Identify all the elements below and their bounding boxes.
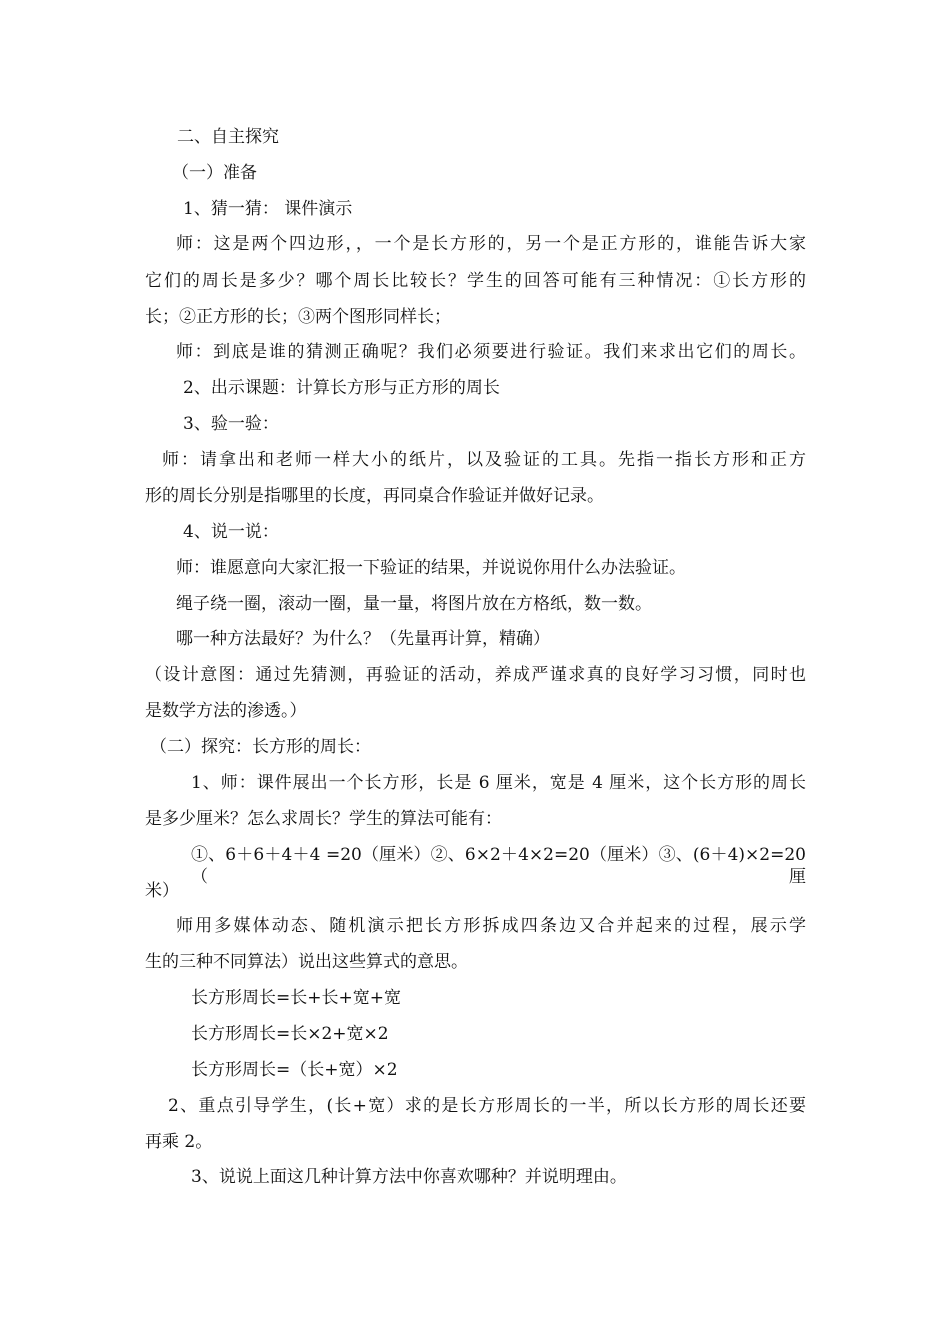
paragraph-teacher-question-line2: 它们的周长是多少？哪个周长比较长？学生的回答可能有三种情况：①长方形的 [145, 271, 806, 291]
step-guess: 1、猜一猜： 课件演示 [183, 199, 353, 219]
paragraph-half-perimeter-line1: 2、重点引导学生，(长+宽）求的是长方形周长的一半，所以长方形的周长还要 [168, 1096, 806, 1116]
paragraph-multimedia-line1: 师用多媒体动态、随机演示把长方形拆成四条边又合并起来的过程，展示学 [176, 916, 806, 936]
section-heading-autonomous-exploration: 二、自主探究 [177, 127, 279, 147]
paragraph-paper-tools-line1: 师：请拿出和老师一样大小的纸片，以及验证的工具。先指一指长方形和正方 [162, 450, 806, 470]
paragraph-half-perimeter-line2: 再乘 2。 [145, 1132, 213, 1152]
subsection-heading-rectangle-perimeter: （二）探究：长方形的周长： [150, 737, 371, 757]
perimeter-formula-2: 长方形周长=长×2+宽×2 [191, 1024, 389, 1044]
design-intent-line2: 是数学方法的渗透。） [145, 701, 307, 721]
paragraph-teacher-question-line3: 长；②正方形的长；③两个图形同样长； [145, 307, 451, 327]
perimeter-formula-1: 长方形周长=长+长+宽+宽 [191, 988, 401, 1008]
paragraph-report-results: 师：谁愿意向大家汇报一下验证的结果，并说说你用什么办法验证。 [176, 558, 686, 578]
step-speak: 4、说一说： [183, 522, 279, 542]
step-show-topic: 2、出示课题：计算长方形与正方形的周长 [183, 378, 500, 398]
formula-line-1: ①、6＋6＋4＋4 =20（厘米）②、6×2＋4×2=20（厘米）③、(6＋4)×2=20（厘 [191, 845, 806, 887]
formula-line-2: 米） [145, 881, 179, 901]
paragraph-verification-need: 师：到底是谁的猜测正确呢？我们必须要进行验证。我们来求出它们的周长。 [176, 342, 806, 362]
paragraph-methods: 绳子绕一圈，滚动一圈，量一量，将图片放在方格纸，数一数。 [176, 594, 652, 614]
paragraph-favorite-method: 3、说说上面这几种计算方法中你喜欢哪种？并说明理由。 [191, 1167, 627, 1187]
paragraph-teacher-question-line1: 师：这是两个四边形，，一个是长方形的，另一个是正方形的，谁能告诉大家 [176, 234, 806, 254]
paragraph-best-method: 哪一种方法最好？为什么？（先量再计算，精确） [176, 629, 550, 649]
perimeter-formula-3: 长方形周长=（长+宽）×2 [191, 1060, 398, 1080]
subsection-heading-preparation: （一）准备 [172, 163, 257, 183]
paragraph-multimedia-line2: 生的三种不同算法）说出这些算式的意思。 [145, 952, 468, 972]
paragraph-paper-tools-line2: 形的周长分别是指哪里的长度，再同桌合作验证并做好记录。 [145, 486, 604, 506]
design-intent-line1: （设计意图：通过先猜测，再验证的活动，养成严谨求真的良好学习习惯，同时也 [145, 665, 806, 685]
step-verify: 3、验一验： [183, 414, 279, 434]
paragraph-rectangle-question-line2: 是多少厘米？怎么求周长？学生的算法可能有： [145, 809, 502, 829]
paragraph-rectangle-question-line1: 1、师：课件展出一个长方形，长是 6 厘米，宽是 4 厘米，这个长方形的周长 [191, 773, 806, 793]
